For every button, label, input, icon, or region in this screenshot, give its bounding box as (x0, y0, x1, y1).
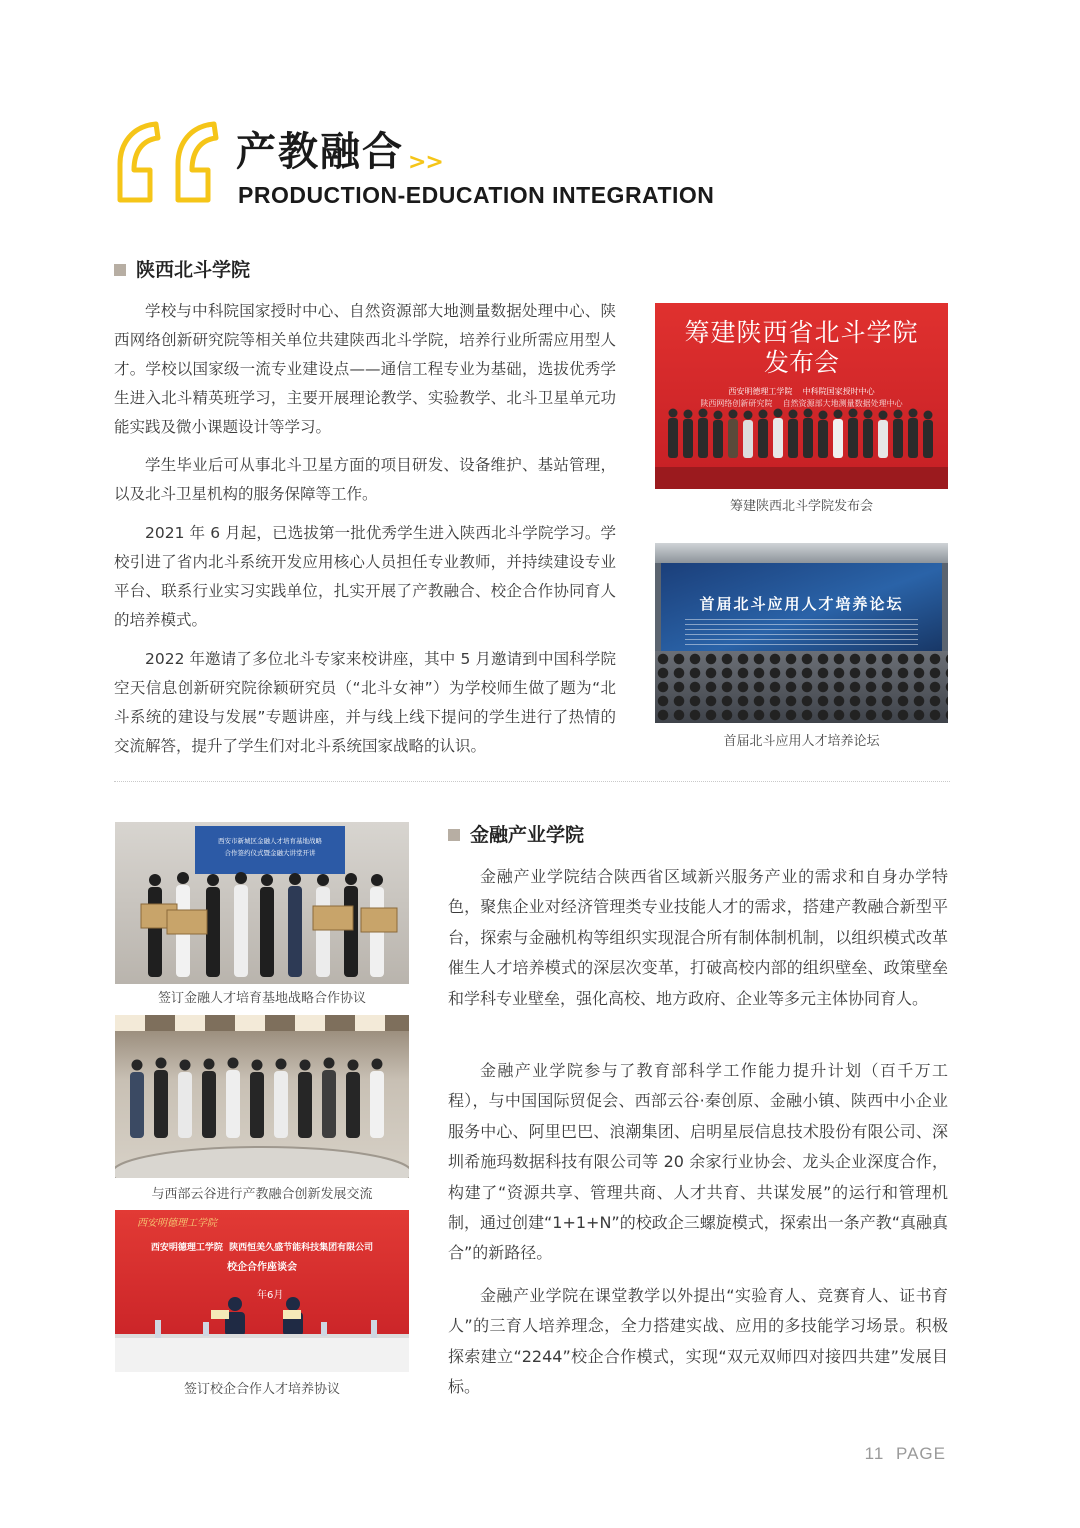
photo-caption: 与西部云谷进行产教融合创新发展交流 (151, 1187, 373, 1202)
banner-date: 年6月 (257, 1290, 284, 1301)
screen-line2: 合作签约仪式暨金融大讲堂开讲 (224, 849, 316, 857)
people-group (115, 1045, 409, 1178)
banner-title-line1: 筹建陕西省北斗学院 (684, 318, 919, 347)
banner-title-line2: 发布会 (763, 348, 839, 377)
paragraph: 学生毕业后可从事北斗卫星方面的项目研发、设备维护、基站管理，以及北斗卫星机构的服务保障等工作。 (114, 456, 616, 503)
photo-caption: 签订校企合作人才培养协议 (183, 1382, 340, 1397)
section-heading-text: 陕西北斗学院 (136, 259, 251, 281)
photo-caption: 筹建陕西北斗学院发布会 (729, 499, 873, 514)
page-title: 产教融合 (236, 129, 404, 175)
screen-line1: 西安市新城区金融人才培育基地战略 (218, 837, 322, 845)
school-logo-text: 西安明德理工学院 (137, 1218, 217, 1229)
photo-caption: 首届北斗应用人才培养论坛 (723, 734, 880, 749)
square-bullet-icon (114, 264, 126, 276)
banner-line1: 西安明德理工学院 陕西恒美久盛节能科技集团有限公司 (150, 1243, 374, 1253)
page-subtitle-en: PRODUCTION-EDUCATION INTEGRATION (238, 182, 715, 208)
paragraph: 金融产业学院结合陕西省区域新兴服务产业的需求和自身办学特色，聚焦企业对经济管理类专业技能人才的需求，搭建产教融合新型平台，探索与金融机构等组织实现混合所有制体制机制，以组织模式改革催生人才培养模式的深层次变革，打破高校内部的组织壁垒、政策壁垒和学科专业壁垒，强化高校、地方政府、企业等多元主体协同育人。 (448, 867, 948, 1008)
photo-finance-signing (115, 822, 409, 984)
paragraph: 金融产业学院参与了教育部科学工作能力提升计划（百千万工程），与中国国际贸促会、西部云谷·秦创原、金融小镇、陕西中小企业服务中心、阿里巴巴、浪潮集团、启明星辰信息技术股份有限公司、深圳希施玛数据科技有限公司等 20 余家行业协会、龙头企业深度合作，构建了“资源共享、管理共商、人才共育、共谋发展”的运行和管理机制，通过创建“1+1+N”的校政企三螺旋模式，探索出一条产教“真融真合”的新路径。 (448, 1061, 949, 1263)
chevron-arrows-icon: >> (408, 150, 443, 175)
paragraph: 金融产业学院在课堂教学以外提出“实验育人、竞赛育人、证书育人”的三育人培养理念，全力搭建实战、应用的多技能学习场景。积极探索建立“2244”校企合作模式，实现“双元双师四对接四共建”发展目标。 (448, 1286, 948, 1397)
signing-table (115, 1290, 409, 1372)
photo-school-enterprise-signing (115, 1210, 409, 1372)
people-group (115, 866, 409, 984)
page-number (865, 1444, 946, 1464)
photo-beidou-forum (655, 543, 948, 723)
banner-subtitle-2: 陕西网络创新研究院 自然资源部大地测量数据处理中心 (700, 399, 903, 408)
photo-finance-exchange (115, 1015, 409, 1178)
ceiling-lights (115, 1015, 409, 1031)
photo-caption: 签订金融人才培育基地战略合作协议 (157, 991, 366, 1006)
section-heading-text: 金融产业学院 (470, 824, 585, 846)
quote-mark-icon (112, 118, 224, 204)
banner-line2: 校企合作座谈会 (227, 1262, 297, 1273)
photo-beidou-launch (655, 303, 948, 489)
paragraph: 学校与中科院国家授时中心、自然资源部大地测量数据处理中心、陕西网络创新研究院等相关单位共建陕西北斗学院，培养行业所需应用型人才。学校以国家级一流专业建设点——通信工程专业为基础，选拔优秀学生进入北斗精英班学习，主要开展理论教学、实验教学、北斗卫星单元功能实践及微小课题设计等学习。 (114, 302, 616, 436)
paragraph: 2022 年邀请了多位北斗专家来校讲座，其中 5 月邀请到中国科学院空天信息创新研究院徐颖研究员（“北斗女神”）为学校师生做了题为“北斗系统的建设与发展”专题讲座，并与线上线下提问的学生进行了热情的交流解答，提升了学生们对北斗系统国家战略的认识。 (114, 650, 616, 755)
banner-subtitle-1: 西安明德理工学院 中科院国家授时中心 (728, 387, 875, 396)
paragraph: 2021 年 6 月起，已选拔第一批优秀学生进入陕西北斗学院学习。学校引进了省内北斗系统开发应用核心人员担任专业教师，并持续建设专业平台、联系行业实习实践单位，扎实开展了产教融合、校企合作协同育人的培养模式。 (114, 524, 616, 629)
page-label: PAGE (896, 1444, 946, 1463)
page-number-value: 11 (864, 1444, 885, 1463)
screen-title: 首届北斗应用人才培养论坛 (699, 595, 904, 613)
audience (655, 651, 948, 723)
section-divider (114, 781, 950, 782)
people-group (655, 403, 948, 489)
ceiling (655, 543, 948, 563)
section-heading-finance (448, 822, 584, 848)
screen-text-lines (685, 619, 918, 645)
square-bullet-icon (448, 829, 460, 841)
section-heading-beidou (114, 257, 250, 283)
